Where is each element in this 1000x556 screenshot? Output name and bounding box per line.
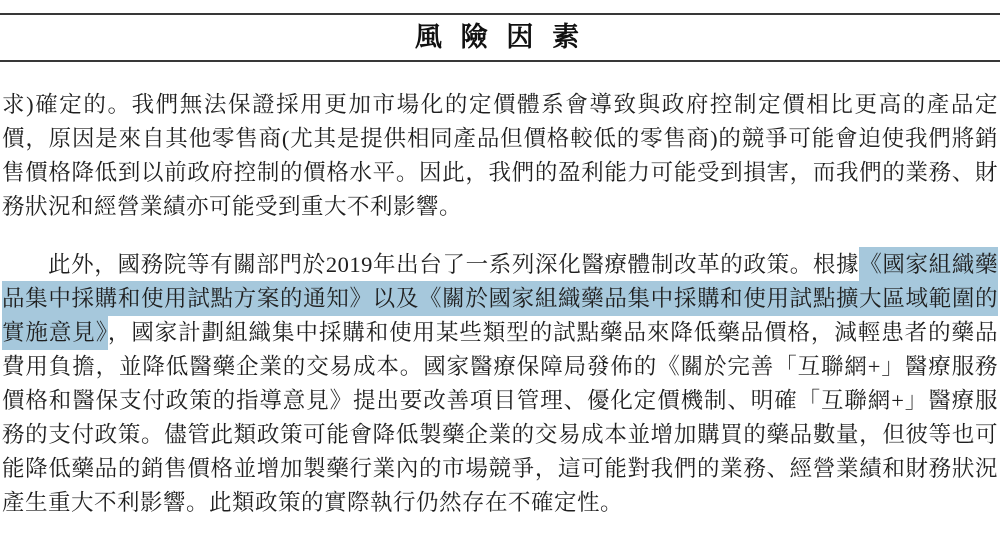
- section-header: [0, 13, 1000, 62]
- paragraph: [2, 88, 998, 224]
- highlighted-text: 《國家組織藥品集中採購和使用試點方案的通知》以及《關於國家組織藥品集中採購和使用試點擴大區域範圍的實施意見》: [2, 247, 998, 350]
- text-segment: 此外，國務院等有關部門於2019年出台了一系列深化醫療體制改革的政策。根據: [48, 252, 860, 277]
- body-text: [0, 88, 1000, 520]
- title-row: [0, 15, 1000, 60]
- text-segment: 求)確定的。我們無法保證採用更加市場化的定價體系會導致與政府控制定價相比更高的產品定價，原因是來自其他零售商(尤其是提供相同產品但價格較低的零售商)的競爭可能會迫使我們將銷售價格降低到以前政府控制的價格水平。因此，我們的盈利能力可能受到損害，而我們的業務、財務狀況和經營業績亦可能受到重大不利影響。: [2, 92, 998, 219]
- header-rule-bottom: [0, 60, 1000, 62]
- paragraph: [2, 248, 998, 520]
- text-segment: ，國家計劃組織集中採購和使用某些類型的試點藥品來降低藥品價格，減輕患者的藥品費用負擔，並降低醫藥企業的交易成本。國家醫療保障局發佈的《關於完善「互聯網+」醫療服務價格和醫保支付政策的指導意見》提出要改善項目管理、優化定價機制、明確「互聯網+」醫療服務的支付政策。儘管此類政策可能會降低製藥企業的交易成本並增加購買的藥品數量，但彼等也可能降低藥品的銷售價格並增加製藥行業內的市場競爭，這可能對我們的業務、經營業績和財務狀況產生重大不利影響。此類政策的實際執行仍然存在不確定性。: [2, 320, 998, 515]
- page-title: 風 險 因 素: [414, 22, 586, 52]
